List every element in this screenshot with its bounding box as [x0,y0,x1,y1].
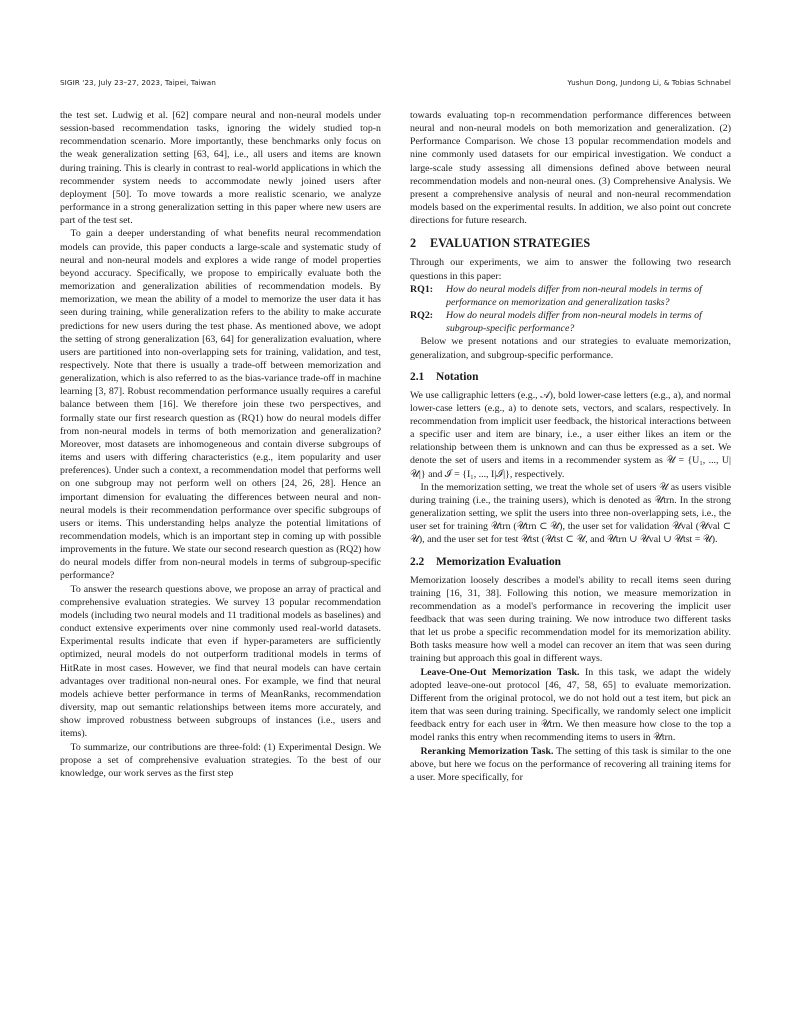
paragraph-run-in-heading: Reranking Memorization Task. [420,745,554,757]
paragraph-body: The setting of this task is similar to the one above, but here we focus on the performance of recovering all training items for a user. More specifically, for [410,745,731,783]
paragraph: In the memorization setting, we treat the whole set of users 𝒰 as users visible during training (i.e., the training users), which is denoted as 𝒰trn. In the strong generalization setting, we split the users into three non-overlapping sets, i.e., the user set for training 𝒰trn (𝒰trn ⊂ 𝒰), the user set for validation 𝒰val (𝒰val ⊂ 𝒰), and the user set for test 𝒰tst (𝒰tst ⊂ 𝒰, and 𝒰trn ∪ 𝒰val ∪ 𝒰tst = 𝒰). [410,481,731,546]
rq-text: How do neural models differ from non-neural models in terms of subgroup-specific performance? [446,310,702,335]
left-column [60,109,381,780]
paragraph: To answer the research questions above, we propose an array of practical and comprehensive evaluation strategies. We survey 13 popular recommendation models (including two neural models and 11 traditional models as baselines) and conduct extensive experiments over nine commonly used real-world datasets. Experimental results indicate that even if hyper-parameters are sufficiently optimized, neural models do not outperform traditional models in terms of HitRate in most cases. However, we find that neural models can have certain advantages over traditional non-neural ones. For example, we find that neural models achieve better performance in terms of MeanRanks, recommendation diversity, map out semantic relationships between items more accurately, and show improved robustness between subgroups of instances (i.e., users and items). [60,583,381,740]
paragraph-run-in-heading: Leave-One-Out Memorization Task. [420,666,580,678]
paragraph: the test set. Ludwig et al. [62] compare neural and non-neural models under session-based recommendation tasks, ignoring the widely studied top-n recommendation scenario. More importantly, these benchmarks only focus on the weak generalization setting [63, 64], i.e., all users and items are known during training. This is clearly in contrast to real-world applications in which the recommender system needs to accommodate newly joined users after deployment [50]. To move towards a more realistic scenario, we analyze performance in a strong generalization setting in this paper where new users are part of the test set. [60,110,381,227]
subsection-title: Memorization Evaluation [436,555,561,568]
header-venue: SIGIR '23, July 23–27, 2023, Taipei, Taiwan [60,78,216,87]
subsection-heading [410,370,731,384]
header-authors: Yushun Dong, Jundong Li, & Tobias Schnabel [567,78,731,87]
right-column [410,109,731,784]
rq-text: How do neural models differ from non-neural models in terms of performance on memorization and generalization tasks? [446,283,702,308]
section-title: EVALUATION STRATEGIES [430,236,591,251]
paragraph [410,666,731,745]
subsection-number: 2.2 [410,555,425,568]
rq-label: RQ2: [410,310,434,322]
rq-label: RQ1: [410,283,434,295]
paragraph: Memorization loosely describes a model's ability to recall items seen during training [16, 31, 38]. Following this notion, we measure memorization in recommendation as a model's performance in recovering the implicit user feedback that was seen during training. We now introduce two different tasks that let us probe a specific recommendation model for its memorization ability. Both tasks measure how well a model can recover an item that was seen during training but approach this goal in different ways. [410,574,731,665]
paragraph: We use calligraphic letters (e.g., 𝒜), bold lower-case letters (e.g., a), and normal lower-case letters (e.g., a) to denote sets, vectors, and scalars, respectively. In recommendation from implicit user feedback, the historical interactions between a specific user and item are binary, i.e., a user either likes an item or the relationship between them is unknown and can thus be expressed as a set. We denote the set of users and items in a recommender system as 𝒰 = {U₁, ..., U|𝒰|} and ℐ = {I₁, ..., I|ℐ|}, respectively. [410,389,731,480]
research-question-2 [410,309,731,335]
paragraph: Through our experiments, we aim to answer the following two research questions in this paper: [410,257,731,282]
research-question-1 [410,283,731,309]
subsection-heading [410,555,731,569]
subsection-number: 2.1 [410,370,425,383]
section-number: 2 [410,236,417,251]
paragraph [410,745,731,784]
section-heading [410,236,731,250]
paragraph: To gain a deeper understanding of what benefits neural recommendation models can provide, this paper conducts a large-scale and systematic study of neural and non-neural models and explores a wide range of model properties beyond accuracy. Specifically, we propose to empirically evaluate both the memorization and generalization abilities of recommendation models. By memorization, we mean the ability of a model to memorize the user data it has seen during training, while generalization refers to the ability to make accurate predictions for new users during the test phase. As mentioned above, we adopt the setting of strong generalization [63, 64] for generalization evaluation, where users are partitioned into non-overlapping sets for training, validation, and test, respectively. Note that there is usually a trade-off between memorization and generalization, which is also referred to as the bias-variance trade-off in machine learning [3, 87]. Robust recommendation performance usually requires a careful balance between them [16]. We therefore join these two perspectives, and formally state our first research question as (RQ1) how do neural models differ from non-neural models in terms of both memorization and generalization? Moreover, most datasets are inhomogeneous and contain diverse subgroups of items and users with differing characteristics (e.g., item popularity and user preferences). Under such a context, a recommendation model that performs well on one subgroup may not perform well on others [24, 26, 28]. Hence an important dimension for evaluating the differences between neural and non-neural models is their recommendation performance over specific subgroups of users or items. This understanding helps analyze the potential limitations of recommendation models, which is an important step in coming up with possible improvements in the future. We state our second research question as (RQ2) how do neural models differ from non-neural models in terms of subgroup-specific performance? [60,228,381,582]
subsection-title: Notation [436,370,479,383]
running-header [60,78,731,90]
paragraph: To summarize, our contributions are three-fold: (1) Experimental Design. We propose a set of comprehensive evaluation strategies. To the best of our knowledge, our work serves as the first step [60,741,381,779]
paragraph: Below we present notations and our strategies to evaluate memorization, generalization, and subgroup-specific performance. [410,336,731,361]
paragraph-body: In this task, we adapt the widely adopted leave-one-out protocol [46, 47, 58, 65] to evaluate memorization. Different from the original protocol, we do not hold out a test item, but pick an item that was seen during training. Specifically, we randomly select one implicit feedback entry for each user in 𝒰trn. We then measure how close to the top a model ranks this entry when recommending items to users in 𝒰trn. [410,666,732,744]
paragraph: towards evaluating top-n recommendation performance differences between neural and non-neural models on both memorization and generalization. (2) Performance Comparison. We chose 13 popular recommendation models and nine commonly used datasets for our empirical investigation. We conduct a large-scale study assessing all dimensions defined above between neural recommendation models and non-neural ones. (3) Comprehensive Analysis. We present a comprehensive analysis of neural and non-neural recommendation models based on the experimental results. In addition, we also point out concrete directions for future research. [410,110,731,227]
